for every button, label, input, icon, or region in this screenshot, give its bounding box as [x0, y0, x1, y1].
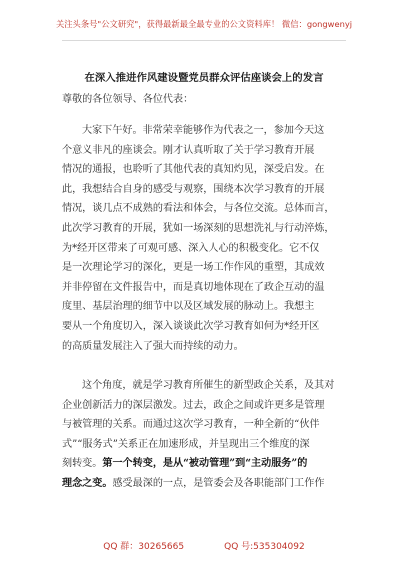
- paragraph-2-line: 感受最深的一点，是管委会及各职能部门工作作: [112, 477, 325, 489]
- paragraph-2-line: 与被管理的关系。而通过这次学习教育，一种全新的“伙伴: [62, 419, 320, 431]
- paragraph-2: [62, 376, 350, 494]
- paragraph-2-line-with-emphasis: [62, 454, 350, 474]
- paragraph-2-line: 这个角度，就是学习教育所催生的新型政企关系，及其对: [82, 380, 335, 391]
- paragraph-2-line: 刻转变。: [62, 458, 103, 470]
- footer-qq-group: QQ 群：30265665: [103, 542, 185, 552]
- paragraph-1-line: 为*经开区带来了可观可感、深入人心的积极变化。它不仅: [62, 242, 320, 254]
- paragraph-1-line: 度里、基层治理的细节中以及区域发展的脉动上。我想主: [62, 301, 315, 313]
- paragraph-1-line: 是一次理论学习的深化，更是一场工作作风的重塑，其成效: [62, 262, 325, 274]
- paragraph-2-line: 企业创新活力的深层激发。过去，政企之间或许更多是管理: [62, 399, 325, 411]
- paragraph-2-line-with-emphasis: [62, 474, 350, 494]
- paragraph-1-line: 此，我想结合自身的感受与观察，围绕本次学习教育的开展: [62, 183, 325, 195]
- paragraph-1-line: 个意义非凡的座谈会。刚才认真听取了关于学习教育开展: [62, 144, 315, 156]
- paragraph-1-line: 的高质量发展注入了强大而持续的动力。: [62, 340, 244, 352]
- header-divider: [62, 40, 346, 41]
- header-banner: 关注头条号"公文研究"，获得最新最全最专业的公文资料库！ 微信：gongwenyj: [55, 19, 353, 29]
- footer-contact: [0, 539, 408, 552]
- emphasis-text: 第一个转变，是从“被动管理”到“主动服务”的: [102, 458, 308, 470]
- paragraph-1-line: 要从一个角度切入，深入谈谈此次学习教育如何为*经开区: [62, 320, 320, 332]
- emphasis-text: 理念之变。: [62, 477, 113, 489]
- document-title: 在深入推进作风建设暨党员群众评估座谈会上的发言: [84, 72, 324, 84]
- paragraph-2-line: 式”“服务式”关系正在加速形成，并呈现出三个维度的深: [62, 438, 310, 450]
- paragraph-1-line: 并非停留在文件报告中，而是真切地体现在了政企互动的温: [62, 281, 325, 293]
- footer-qq-number: QQ 号:535304092: [224, 542, 305, 552]
- salutation: 尊敬的各位领导、各位代表：: [62, 94, 194, 105]
- paragraph-1-line: 情况，谈几点不成熟的看法和体会，与各位交流。总体而言，: [62, 203, 335, 215]
- paragraph-1-line: 此次学习教育的开展，犹如一场深刻的思想洗礼与行动淬炼，: [62, 222, 335, 234]
- paragraph-1: [62, 121, 350, 356]
- paragraph-1-line: 大家下午好。非常荣幸能够作为代表之一，参加今天这: [82, 125, 325, 136]
- paragraph-1-line: 情况的通报，也聆听了其他代表的真知灼见，深受启发。在: [62, 164, 325, 176]
